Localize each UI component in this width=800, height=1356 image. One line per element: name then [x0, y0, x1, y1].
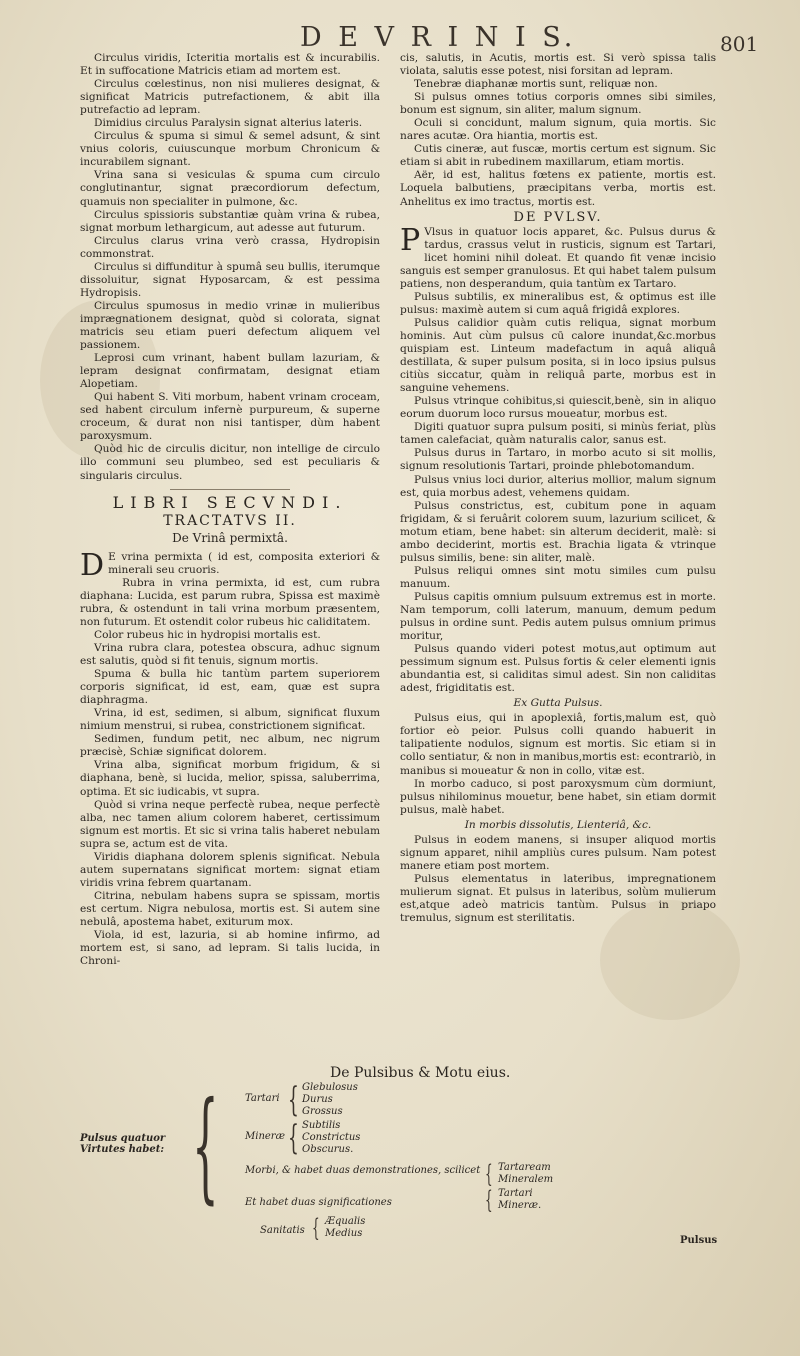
paragraph: Pulsus eius, qui in apoplexiâ, fortis,malum est, quò fortior eò peior. Pulsus colli quando habuerit in talipatiente nodulos, signum est mortis. Sic etiam si in collo sentiatur, & non in manibus,mortis est: econtrariò, in manibus si moueatur & non in collo, vitæ est.: [400, 712, 716, 777]
paragraph: Dimidius circulus Paralysin signat alterius lateris.: [94, 117, 363, 130]
left-paragraphs-b: [80, 547, 380, 969]
paragraph: Vrina alba, significat morbum frigidum, & si diaphana, benè, si lucida, melior, spissa, saluberrima, optima. Et sic iudicabis, vt supra.: [80, 759, 380, 798]
sanitatis-label: Sanitatis: [260, 1225, 305, 1236]
paragraph: Circulus spumosus in medio vrinæ in mulieribus imprægnationem designat, quòd si colorata, signat matricis seu etiam pueri defectum aliquem vel passionem.: [80, 299, 380, 352]
morbi-item: Tartaream: [498, 1162, 551, 1173]
morbi-brace: {: [485, 1160, 493, 1188]
paragraph: Pulsus elementatus in lateribus, impregnationem mulierum signat. Et pulsus in lateribus, solùm mulierum est,atque adeò matricis tantùm. Pulsus in priapo tremulus, signum est sterilitatis.: [400, 872, 716, 925]
signif-brace: {: [485, 1186, 493, 1214]
paragraph: Qui habent S. Viti morbum, habent vrinam croceam, sed habent circulum infernè purpureum, & superne croceum, & durat non nisi tantisper, dùm habent paroxysmum.: [80, 391, 380, 443]
paragraph: Circulus viridis, Icteritia mortalis est & incurabilis. Et in suffocatione Matricis etiam ad mortem est.: [80, 52, 380, 78]
left-paragraphs-a: [80, 52, 380, 483]
paragraph: Citrina, nebulam habens supra se spissam, mortis est certum. Nigra nebulosa, mortis est. Si autem sine nebulâ, apostema habet, exiturum mox.: [80, 889, 380, 928]
minerae-label: Mineræ: [245, 1131, 285, 1142]
sanitatis-item: Æqualis: [325, 1216, 366, 1227]
paragraph: Quòd si vrina neque perfectè rubea, neque perfectè alba, nec tamen alium colorem haberet, certissimum signum est mortis. Et sic si vrina talis haberet nebulam supra se, actum est de vita.: [80, 798, 380, 850]
paragraph: Vrina, id est, sedimen, si album, significat fluxum nimium menstrui, si rubea, constrictionem significat.: [80, 707, 380, 733]
morbi-label: Morbi, & habet duas demonstrationes, scilicet: [245, 1165, 481, 1176]
paragraph: Pulsus subtilis, ex mineralibus est, & optimus est ille pulsus: maximè autem si cum aquâ frigidâ explores.: [400, 290, 716, 316]
paragraph: Pulsus calidior quàm cutis reliqua, signat morbum hominis. Aut cùm pulsus cū calore inundat,&c.morbus quispiam est. Linteum madefactum in aquâ aliquâ destillata, & super pulsum posita, si in loco ipsius pulsus citiùs siccatur, quàm in reliquâ parte, morbus est in sanguine vehemens.: [400, 316, 716, 395]
paragraph: Pulsus reliqui omnes sint motu similes cum pulsu manuum.: [400, 564, 716, 590]
signif-item: Mineræ.: [498, 1200, 542, 1211]
minerae-item: Constrictus: [302, 1132, 361, 1143]
header-title: D E V R I N I S.: [300, 22, 577, 53]
tartari-item: Grossus: [302, 1106, 343, 1117]
de-pulsu-heading: DE PVLSV.: [513, 209, 603, 225]
paragraph: Circulus & spuma si simul & semel adsunt, & sint vnius coloris, cuiuscunque morbum Chronicum & incurabilem signant.: [80, 130, 380, 169]
paragraph: Tenebræ diaphanæ mortis sunt, reliquæ non.: [414, 78, 658, 91]
paragraph: Pulsus vnius loci durior, alterius mollior, malum signum est, quia morbus adest, vehemens quidam.: [400, 473, 716, 499]
section-rule: [170, 489, 290, 490]
de-vrina-heading: De Vrinâ permixtâ.: [172, 530, 288, 545]
right-column: [400, 52, 716, 925]
sanitatis-item: Medius: [325, 1228, 363, 1239]
minerae-item: Subtilis: [302, 1120, 341, 1131]
minerae-brace: {: [288, 1118, 299, 1158]
paragraph: Aër, id est, halitus fœtens ex patiente, mortis est. Loquela balbutiens, præcipitans verba, mortis est. Anhelitus ex imo tractus, mortis est.: [400, 169, 716, 208]
paragraph: Rubra in vrina permixta, id est, cum rubra diaphana: Lucida, est parum rubra, Spissa est maximè rubra, & ostendunt in tali vrina morbum præsentem, non futurum. Et ostendit color rubeus hic caliditatem.: [80, 576, 380, 628]
paragraph: Si pulsus omnes totius corporis omnes sibi similes, bonum est signum, sin aliter, malum signum.: [400, 91, 716, 117]
pulsus-bracket-table: [80, 1065, 760, 1245]
tractatus-heading: TRACTATVS II.: [163, 512, 297, 529]
paragraph: Pulsus constrictus, est, cubitum pone in aquam frigidam, & si feruârit colorem suum, lazurium scilicet, & motum etiam, bene habet: sin alterum deciderit, malè: si ambo deciderint, mortis est. Brachia ligata & vtrinque pulsus similis, bene: sin aliter, malè.: [400, 499, 716, 564]
paragraph: Quòd hic de circulis dicitur, non intellige de circulo illo communi seu plumbeo, sed est peculiaris & singularis circulus.: [80, 443, 380, 482]
sanitatis-brace: {: [312, 1214, 320, 1242]
paragraph: Oculi si concidunt, malum signum, quia mortis. Sic nares acutæ. Ora hiantia, mortis est.: [400, 117, 716, 143]
paragraph: Vrina rubra clara, potestea obscura, adhuc signum est salutis, quòd si fit tenuis, signum mortis.: [80, 642, 380, 668]
libri-heading: LIBRI SECVNDI.: [112, 492, 348, 512]
paragraph: cis, salutis, in Acutis, mortis est. Si verò spissa talis violata, salutis esse potest, nisi forsitan ad lepram.: [400, 52, 716, 78]
right-paragraphs-b: [400, 222, 716, 696]
paragraph: Sedimen, fundum petit, nec album, nec nigrum præcisè, Schiæ significat dolorem.: [80, 733, 380, 759]
table-title: De Pulsibus & Motu eius.: [330, 1065, 511, 1081]
morbi-item: Mineralem: [498, 1174, 554, 1185]
page-number: 801: [720, 32, 759, 56]
gutta-heading: Ex Gutta Pulsus.: [513, 697, 603, 710]
right-paragraphs-c: [400, 712, 716, 816]
tartari-label: Tartari: [245, 1093, 280, 1104]
paragraph: Circulus clarus vrina verò crassa, Hydropisin commonstrat.: [80, 234, 380, 260]
paragraph: Color rubeus hic in hydropisi mortalis est.: [94, 628, 321, 641]
paragraph: Spuma & bulla hic tantùm partem superiorem corporis significat, id est, eam, quæ est supra diaphragma.: [80, 668, 380, 707]
paragraph: Circulus cœlestinus, non nisi mulieres designat, & significat Matricis putrefactionem, & abit illa putrefactio ad lepram.: [80, 78, 380, 117]
left-column: [80, 52, 380, 968]
paragraph: Vrina sana si vesiculas & spuma cum circulo conglutinantur, signat præcordiorum defectum, quamuis non specialiter in pulmone, &c.: [80, 169, 380, 208]
main-brace: {: [192, 1077, 219, 1216]
paragraph: Digiti quatuor supra pulsum positi, si minùs feriat, plùs tamen calefaciat, quàm naturalis calor, sanus est.: [400, 421, 716, 447]
paragraph: Pulsus in eodem manens, si insuper aliquod mortis signum apparet, nihil ampliùs cures pulsum. Nam potest manere etiam post mortem.: [400, 833, 716, 872]
right-paragraphs-d: [400, 834, 716, 925]
dropcap-p: P: [400, 222, 421, 258]
paragraph: Pulsus capitis omnium pulsuum extremus est in morte. Nam temporum, colli laterum, manuum, demum pedum pulsus in ordine sunt. Pedis autem pulsus omnium primus moritur,: [400, 590, 716, 643]
paragraph: Viola, id est, lazuria, si ab homine infirmo, ad mortem est, si sano, ad lepram. Si talis lucida, in Chroni-: [80, 929, 380, 968]
paragraph: Circulus spissioris substantiæ quàm vrina & rubea, signat morbum lethargicum, aut adesse aut futurum.: [80, 208, 380, 234]
tartari-brace: {: [288, 1080, 299, 1120]
signif-item: Tartari: [498, 1188, 533, 1199]
significationes-label: Et habet duas significationes: [245, 1197, 392, 1208]
dropcap-d: D: [80, 547, 105, 583]
paragraph: Leprosi cum vrinant, habent bullam lazuriam, & lepram designat confirmatam, designat etiam Alopetiam.: [80, 352, 380, 391]
table-root: Pulsus quatuor Virtutes habet:: [80, 1133, 166, 1155]
paragraph: Vlsus in quatuor locis apparet, &c. Pulsus durus & tardus, crassus velut in rusticis, signum est Tartari, licet homini nihil doleat. Et quando fit venæ incisio sanguis est semper granulosus. Et qui habet talem pulsum patiens, non desperandum, quia tantùm ex Tartaro.: [400, 225, 716, 290]
tartari-item: Glebulosus: [302, 1082, 358, 1093]
paragraph: Cutis cineræ, aut fuscæ, mortis certum est signum. Sic etiam si abit in rubedinem maxillarum, etiam mortis.: [400, 143, 716, 169]
minerae-item: Obscurus.: [302, 1144, 354, 1155]
catchword: Pulsus: [680, 1235, 718, 1246]
right-paragraphs-a: [400, 52, 716, 209]
paragraph: Circulus si diffunditur à spumâ seu bullis, iterumque dissoluitur, signat Hyposarcam, & est pessima Hydropisis.: [80, 260, 380, 299]
tartari-item: Durus: [302, 1094, 333, 1105]
paragraph: In morbo caduco, si post paroxysmum cùm dormiunt, pulsus nihilominus mouetur, bene habet, sin etiam dormit pulsus, malè habet.: [400, 777, 716, 816]
paragraph: Viridis diaphana dolorem splenis significat. Nebula autem supernatans significat mortem: signat etiam viridis vrina febrem quartanam.: [80, 850, 380, 889]
paragraph: Pulsus quando videri potest motus,aut optimum aut pessimum signum est. Pulsus fortis & celer elementi ignis abundantia est, si caliditas simul adest. Sin non caliditas adest, frigiditatis est.: [400, 643, 716, 695]
paragraph: Pulsus durus in Tartaro, in morbo acuto si sit mollis, signum resolutionis Tartari, proinde phlebotomandum.: [400, 447, 716, 473]
paragraph: Pulsus vtrinque cohibitus,si quiescit,benè, sin in aliquo eorum duorum loco rursus moueatur, morbus est.: [400, 395, 716, 421]
morbis-heading: In morbis dissolutis, Lienteriâ, &c.: [464, 818, 652, 831]
paragraph: E vrina permixta ( id est, composita exteriori & minerali seu cruoris.: [108, 550, 380, 576]
